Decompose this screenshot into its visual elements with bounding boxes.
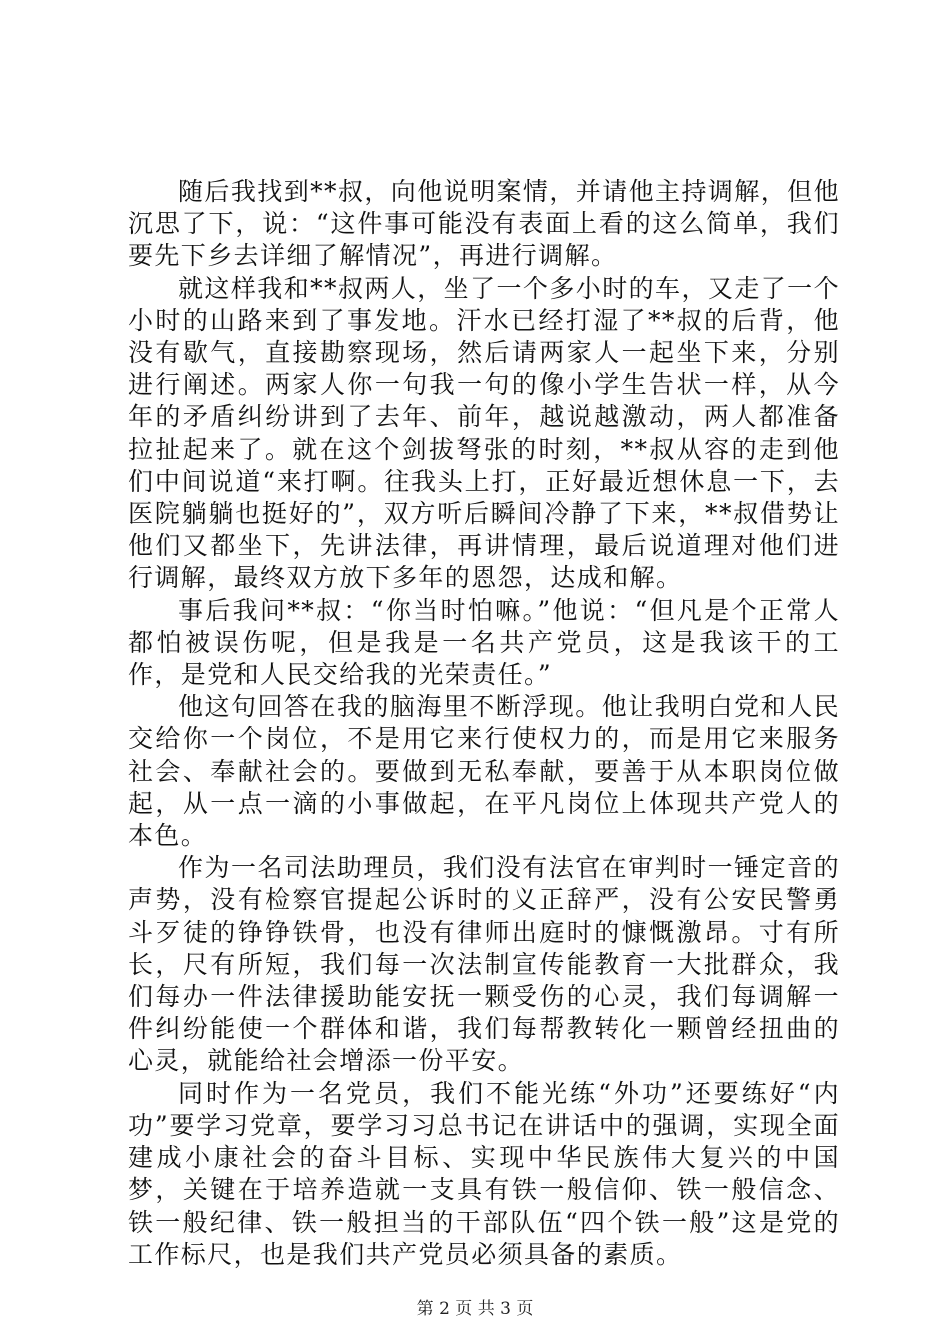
page-number-footer: 第 2 页 共 3 页 (416, 1299, 534, 1319)
paragraph-3: 事后我问**叔：“你当时怕嘛。”他说：“但凡是个正常人都怕被误伤呢，但是我是一名共产党员，这是我该干的工作，是党和人民交给我的光荣责任。” (128, 595, 840, 690)
paragraph-5: 作为一名司法助理员，我们没有法官在审判时一锤定音的声势，没有检察官提起公诉时的义正辞严，没有公安民警勇斗歹徒的铮铮铁骨，也没有律师出庭时的慷慨激昂。寸有所长，尺有所短，我们每一次法制宣传能教育一大批群众，我们每办一件法律援助能安抚一颗受伤的心灵，我们每调解一件纠纷能使一个群体和谐，我们每帮教转化一颗曾经扭曲的心灵，就能给社会增添一份平安。 (128, 853, 840, 1076)
paragraph-2: 就这样我和**叔两人，坐了一个多小时的车，又走了一个小时的山路来到了事发地。汗水已经打湿了**叔的后背，他没有歇气，直接勘察现场，然后请两家人一起坐下来，分别进行阐述。两家人你一句我一句的像小学生告状一样，从今年的矛盾纠纷讲到了去年、前年，越说越激动，两人都准备拉扯起来了。就在这个剑拔弩张的时刻，**叔从容的走到他们中间说道“来打啊。往我头上打，正好最近想休息一下，去医院躺躺也挺好的”，双方听后瞬间冷静了下来，**叔借势让他们又都坐下，先讲法律，再讲情理，最后说道理对他们进行调解，最终双方放下多年的恩怨，达成和解。 (128, 273, 840, 593)
paragraph-6: 同时作为一名党员，我们不能光练“外功”还要练好“内功”要学习党章，要学习习总书记在讲话中的强调，实现全面建成小康社会的奋斗目标、实现中华民族伟大复兴的中国梦，关键在于培养造就一支具有铁一般信仰、铁一般信念、铁一般纪律、铁一般担当的干部队伍“四个铁一般”这是党的工作标尺，也是我们共产党员必须具备的素质。 (128, 1078, 840, 1269)
paragraph-1: 随后我找到**叔，向他说明案情，并请他主持调解，但他沉思了下，说：“这件事可能没有表面上看的这么简单，我们要先下乡去详细了解情况”，再进行调解。 (128, 177, 840, 271)
paragraph-4: 他这句回答在我的脑海里不断浮现。他让我明白党和人民交给你一个岗位，不是用它来行使权力的，而是用它来服务社会、奉献社会的。要做到无私奉献，要善于从本职岗位做起，从一点一滴的小事做起，在平凡岗位上体现共产党人的本色。 (128, 692, 840, 851)
document-body (128, 176, 840, 1271)
